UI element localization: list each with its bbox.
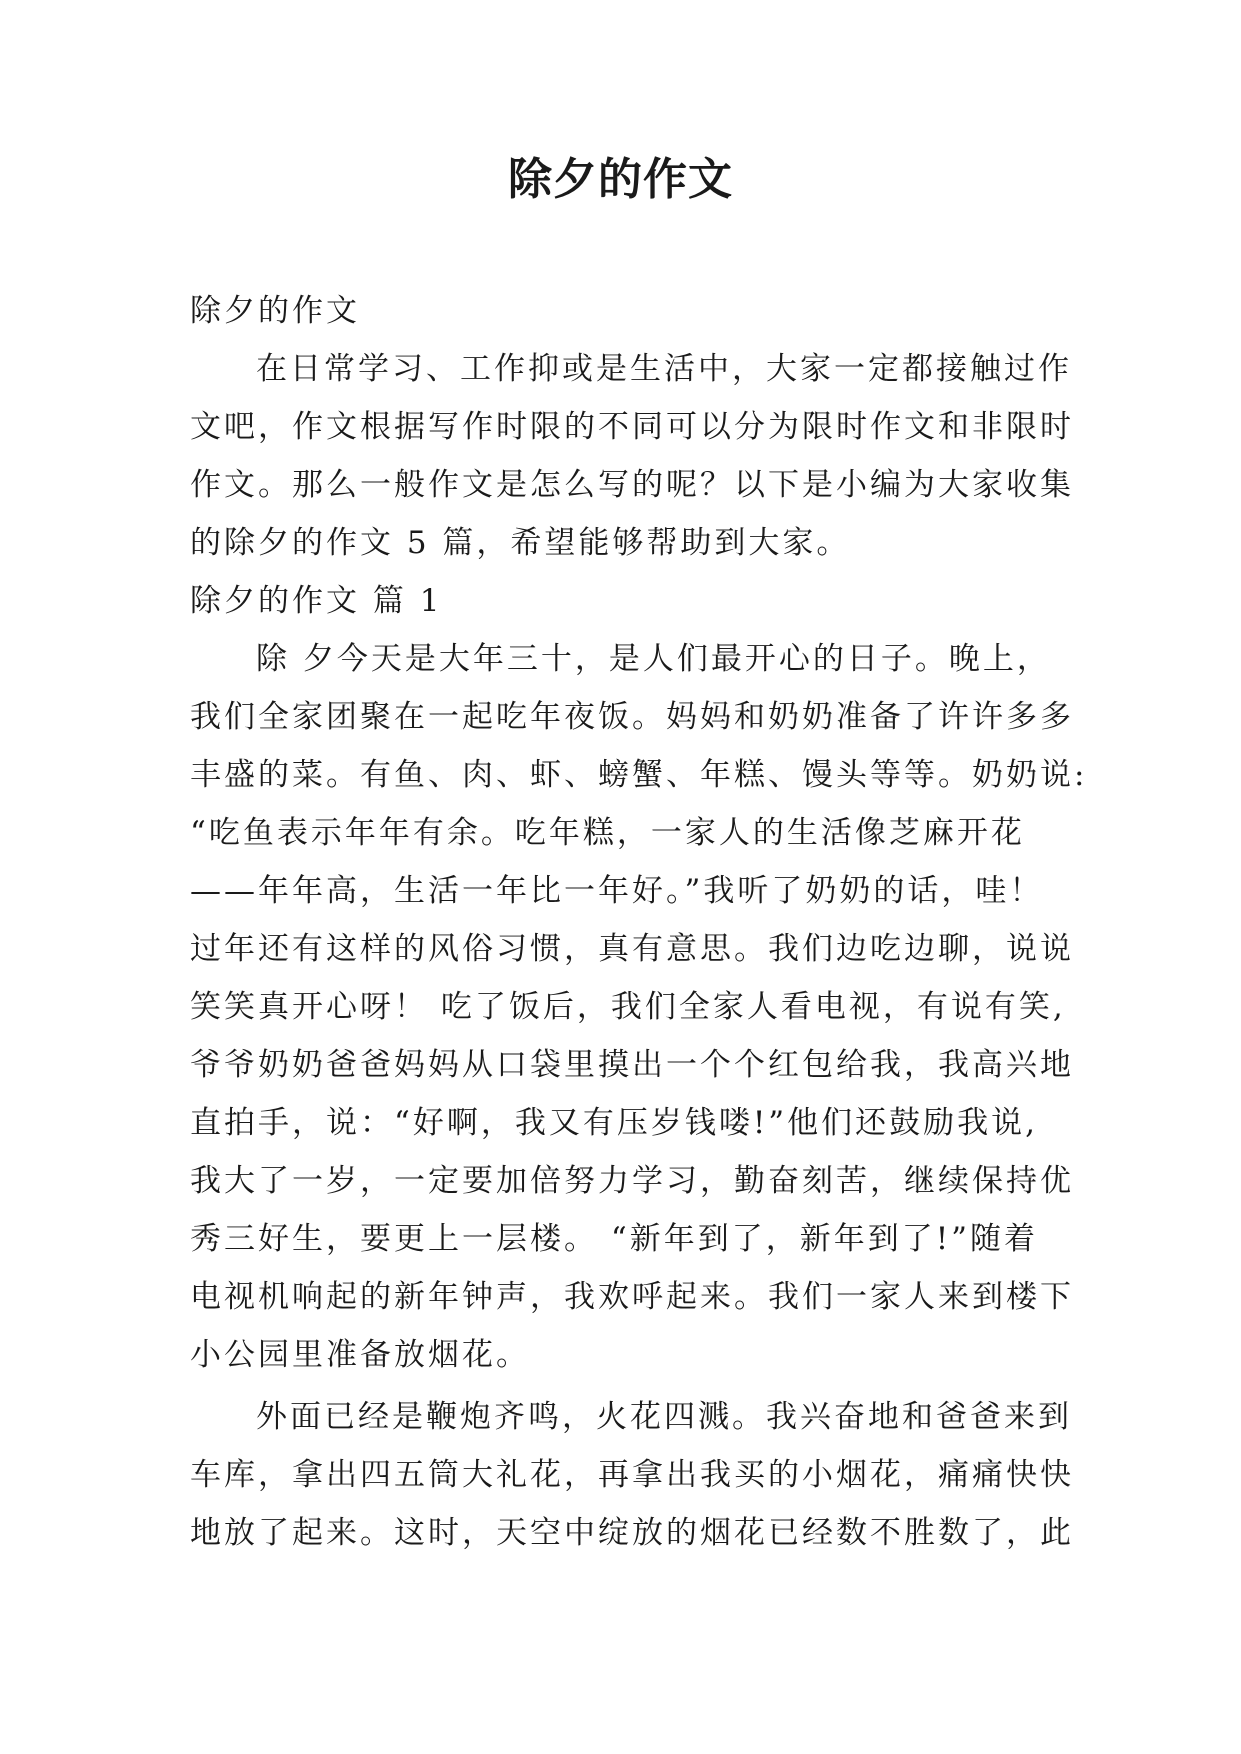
intro-paragraph (190, 340, 1080, 572)
paragraph-line: 我大了一岁，一定要加倍努力学习，勤奋刻苦，继续保持优 (190, 1163, 1074, 1199)
paragraph-line: 作文。那么一般作文是怎么写的呢？以下是小编为大家收集 (190, 467, 1074, 503)
paragraph-line: 丰盛的菜。有鱼、肉、虾、螃蟹、年糕、馒头等等。奶奶说: (190, 757, 1088, 793)
paragraph-line: 地放了起来。这时，天空中绽放的烟花已经数不胜数了，此 (190, 1515, 1074, 1551)
body-paragraph-2 (190, 1388, 1080, 1562)
document-title: 除夕的作文 (508, 154, 733, 205)
essay-heading: 除夕的作文 (190, 293, 360, 329)
paragraph-line: 直拍手，说：“好啊，我又有压岁钱喽!”他们还鼓励我说, (190, 1105, 1039, 1141)
paragraph-line: 秀三好生，要更上一层楼。 “新年到了，新年到了!”随着 (190, 1221, 1039, 1257)
paragraph-line: 过年还有这样的风俗习惯，真有意思。我们边吃边聊，说说 (190, 931, 1074, 967)
paragraph-line: 文吧，作文根据写作时限的不同可以分为限时作文和非限时 (190, 409, 1074, 445)
body-paragraph-1 (190, 630, 1088, 1384)
paragraph-line: 在日常学习、工作抑或是生活中，大家一定都接触过作 (256, 351, 1072, 387)
paragraph-line: 车库，拿出四五筒大礼花，再拿出我买的小烟花，痛痛快快 (190, 1457, 1074, 1493)
paragraph-line: 除 夕今天是大年三十，是人们最开心的日子。晚上， (256, 641, 1051, 677)
paragraph-line: 爷爷奶奶爸爸妈妈从口袋里摸出一个个红包给我，我高兴地 (190, 1047, 1074, 1083)
paragraph-line: 我们全家团聚在一起吃年夜饭。妈妈和奶奶准备了许许多多 (190, 699, 1074, 735)
paragraph-line: 电视机响起的新年钟声，我欢呼起来。我们一家人来到楼下 (190, 1279, 1074, 1315)
paragraph-line: 的除夕的作文 5 篇，希望能够帮助到大家。 (190, 525, 851, 561)
paragraph-line: ——年年高，生活一年比一年好。”我听了奶奶的话，哇！ (190, 873, 1044, 909)
document-body (190, 282, 1088, 1562)
section-heading: 除夕的作文 篇 1 (190, 583, 443, 619)
paragraph-line: “吃鱼表示年年有余。吃年糕，一家人的生活像芝麻开花 (190, 815, 1025, 851)
paragraph-line: 外面已经是鞭炮齐鸣，火花四溅。我兴奋地和爸爸来到 (256, 1399, 1072, 1435)
paragraph-line: 笑笑真开心呀！ 吃了饭后，我们全家人看电视，有说有笑, (190, 989, 1066, 1025)
paragraph-line: 小公园里准备放烟花。 (190, 1337, 530, 1373)
